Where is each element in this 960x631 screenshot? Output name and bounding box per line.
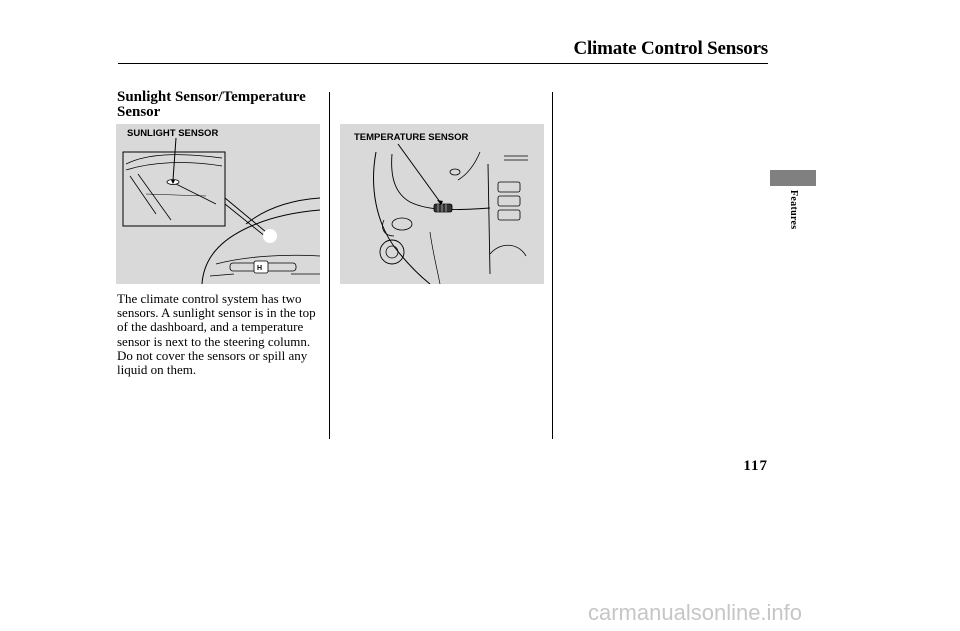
svg-text:H: H (257, 265, 263, 272)
column-divider-right (552, 92, 553, 439)
sunlight-sensor-label: SUNLIGHT SENSOR (127, 128, 219, 139)
header-divider (118, 63, 768, 64)
column-divider-left (329, 92, 330, 439)
sunlight-sensor-figure (116, 124, 320, 284)
section-tab-marker (770, 170, 816, 186)
temperature-sensor-label: TEMPERATURE SENSOR (354, 132, 469, 143)
watermark: carmanualsonline.info (588, 600, 803, 625)
page-title: Climate Control Sensors (573, 38, 768, 59)
sunlight-sensor-illustration (116, 124, 320, 284)
section-body-text: The climate control system has two sensors. A sunlight sensor is in the top of the dashboard, and a temperature sensor is next to the steering column. Do not cover the sensors or spill any liquid on them. (117, 291, 316, 378)
section-heading: Sunlight Sensor/Temperature Sensor (117, 89, 306, 120)
side-tab-label (786, 190, 800, 250)
side-tab-text: Features (788, 190, 799, 230)
page-number: 117 (743, 458, 768, 474)
temperature-sensor-figure (340, 124, 544, 284)
temperature-sensor-illustration (340, 124, 544, 284)
